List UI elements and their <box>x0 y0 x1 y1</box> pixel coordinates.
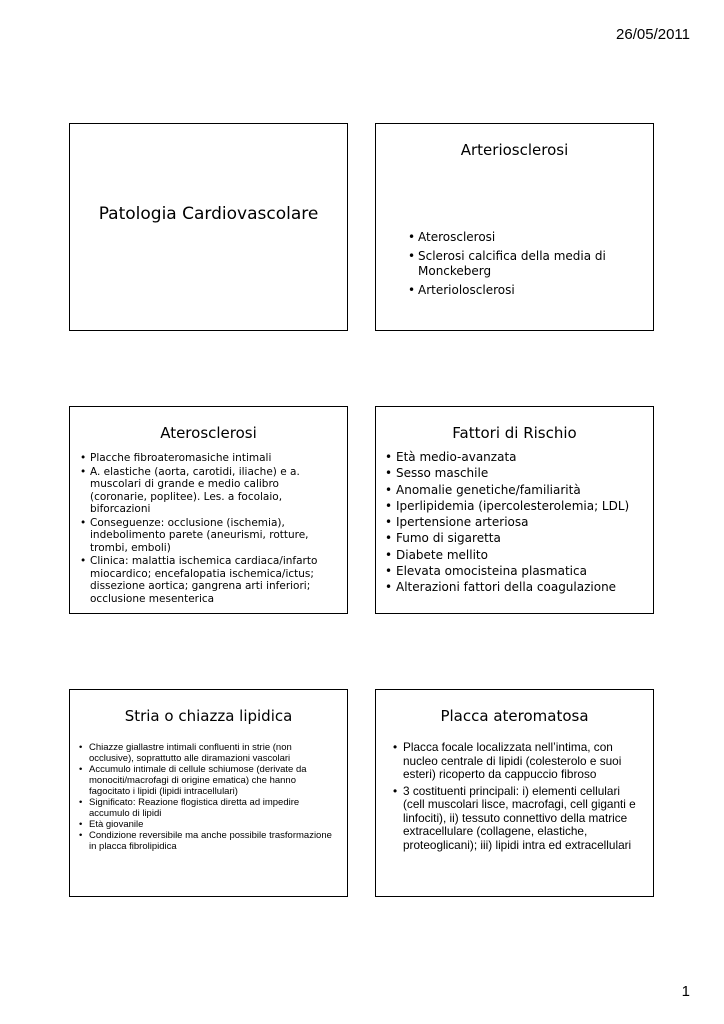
bullet-list <box>408 230 643 302</box>
bullet-item: • Età giovanile <box>79 819 339 830</box>
bullet-item: • 3 costituenti principali: i) elementi cellulari (cell muscolari lisce, macrofagi, cell giganti e linfociti), ii) tessuto connettivo della matrice extracellulare (collagene, elastiche, proteoglicani); iii) lipidi intra ed extracellulari <box>393 785 643 853</box>
bullet-list <box>80 452 339 605</box>
page-date: 26/05/2011 <box>616 26 690 43</box>
bullet-item: • Elevata omocisteina plasmatica <box>385 563 645 579</box>
slide-title: Placca ateromatosa <box>440 707 589 725</box>
bullet-item: • Età medio-avanzata <box>385 449 645 465</box>
slide-patologia-cardiovascolare <box>69 123 348 331</box>
slide-fattori-di-rischio <box>375 406 654 614</box>
bullet-item: • Clinica: malattia ischemica cardiaca/infarto miocardico; encefalopatia ischemica/ictus; dissezione aortica; gangrena arti inferiori; occlusione mesenterica <box>80 555 339 605</box>
bullet-item: • Significato: Reazione flogistica diretta ad impedire accumulo di lipidi <box>79 797 339 819</box>
slide-title: Arteriosclerosi <box>460 141 569 159</box>
bullet-item: • A. elastiche (aorta, carotidi, iliache) e a. muscolari di grande e medio calibro (coronarie, poplitee). Les. a focolaio, biforcazioni <box>80 466 339 516</box>
bullet-item: • Diabete mellito <box>385 547 645 563</box>
bullet-item: • Chiazze giallastre intimali confluenti in strie (non occlusive), soprattutto alle diramazioni vascolari <box>79 742 339 764</box>
bullet-item: • Ipertensione arteriosa <box>385 514 645 530</box>
bullet-item: • Placca focale localizzata nell’intima, con nucleo centrale di lipidi (colesterolo e suoi esteri) ricoperto da cappuccio fibroso <box>393 741 643 782</box>
bullet-item: • Fumo di sigaretta <box>385 530 645 546</box>
slide-arteriosclerosi <box>375 123 654 331</box>
bullet-item: • Sclerosi calcifica della media di Monckeberg <box>408 249 643 279</box>
slide-stria-chiazza-lipidica <box>69 689 348 897</box>
bullet-item: • Placche fibroateromasiche intimali <box>80 452 339 465</box>
slide-placca-ateromatosa <box>375 689 654 897</box>
bullet-item: • Iperlipidemia (ipercolesterolemia; LDL) <box>385 498 645 514</box>
slide-aterosclerosi <box>69 406 348 614</box>
bullet-item: • Conseguenze: occlusione (ischemia), indebolimento parete (aneurismi, rotture, trombi, emboli) <box>80 517 339 555</box>
bullet-list <box>385 449 645 596</box>
bullet-list <box>79 742 339 852</box>
bullet-item: • Aterosclerosi <box>408 230 643 245</box>
bullet-item: • Sesso maschile <box>385 465 645 481</box>
page-number: 1 <box>681 983 690 1000</box>
bullet-item: • Arteriolosclerosi <box>408 283 643 298</box>
slide-title: Stria o chiazza lipidica <box>124 707 293 725</box>
bullet-list <box>393 741 643 852</box>
slide-title: Patologia Cardiovascolare <box>98 204 319 224</box>
slide-title: Aterosclerosi <box>160 424 257 442</box>
bullet-item: • Alterazioni fattori della coagulazione <box>385 579 645 595</box>
slide-title: Fattori di Rischio <box>452 424 577 442</box>
bullet-item: • Anomalie genetiche/familiarità <box>385 482 645 498</box>
bullet-item: • Condizione reversibile ma anche possibile trasformazione in placca fibrolipidica <box>79 830 339 852</box>
bullet-item: • Accumulo intimale di cellule schiumose (derivate da monociti/macrofagi di origine ematica) che hanno fagocitato i lipidi (lipidi intracellulari) <box>79 764 339 797</box>
